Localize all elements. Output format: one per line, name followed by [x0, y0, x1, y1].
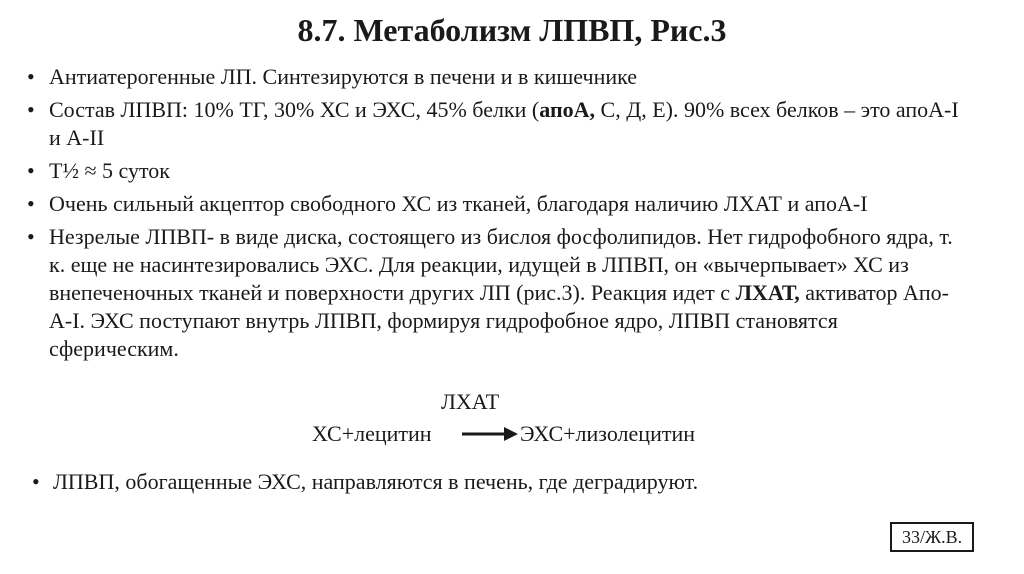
- bullet-text: Антиатерогенные ЛП. Синтезируются в печени и в кишечнике: [49, 64, 638, 89]
- bullet-text: ЛПВП, обогащенные ЭХС, направляются в печень, где деградируют.: [53, 469, 699, 494]
- reaction-arrow-icon: [462, 424, 518, 444]
- bullet-item: [25, 157, 965, 185]
- bullet-item: [25, 223, 965, 363]
- bold-term: апоА,: [539, 97, 596, 122]
- bullet-item: [25, 96, 965, 152]
- enzyme-label: ЛХАТ: [441, 389, 500, 414]
- bullet-text: С, Д, Е). 90% всех белков – это апоА-I и А-II: [49, 97, 959, 150]
- bullet-dot: •: [32, 469, 40, 494]
- reaction-products: ЭХС+лизолецитин: [520, 421, 696, 446]
- bullet-text: Т½ ≈ 5 суток: [49, 158, 170, 183]
- bullet-text: Очень сильный акцептор свободного ХС из тканей, благодаря наличию ЛХАТ и апоА-I: [49, 191, 868, 216]
- bullet-item: [25, 190, 965, 218]
- bullet-text: Состав ЛПВП: 10% ТГ, 30% ХС и ЭХС, 45% белки (: [49, 97, 540, 122]
- bullet-text: Незрелые ЛПВП- в виде диска, состоящего из бислоя фосфолипидов. Нет гидрофобного ядра, т. к. еще не насинтезировались ЭХС. Для реакции, идущей в ЛПВП, он «вычерпывает» ХС из внепеченочных тканей и поверхности других ЛП (рис.3). Реакция идет с: [49, 224, 953, 305]
- bullet-text: активатор Апо-А-I. ЭХС поступают внутрь ЛПВП, формируя гидрофобное ядро, ЛПВП становятся сферическим.: [49, 280, 949, 361]
- bullet-item: [25, 63, 965, 91]
- reaction-substrates: ХС+лецитин: [312, 421, 432, 446]
- slide-number-badge: 33/Ж.В.: [890, 522, 974, 552]
- bold-term: ЛХАТ,: [735, 280, 800, 305]
- bullet-list: [25, 63, 965, 368]
- slide-title: 8.7. Метаболизм ЛПВП, Рис.3: [297, 12, 727, 48]
